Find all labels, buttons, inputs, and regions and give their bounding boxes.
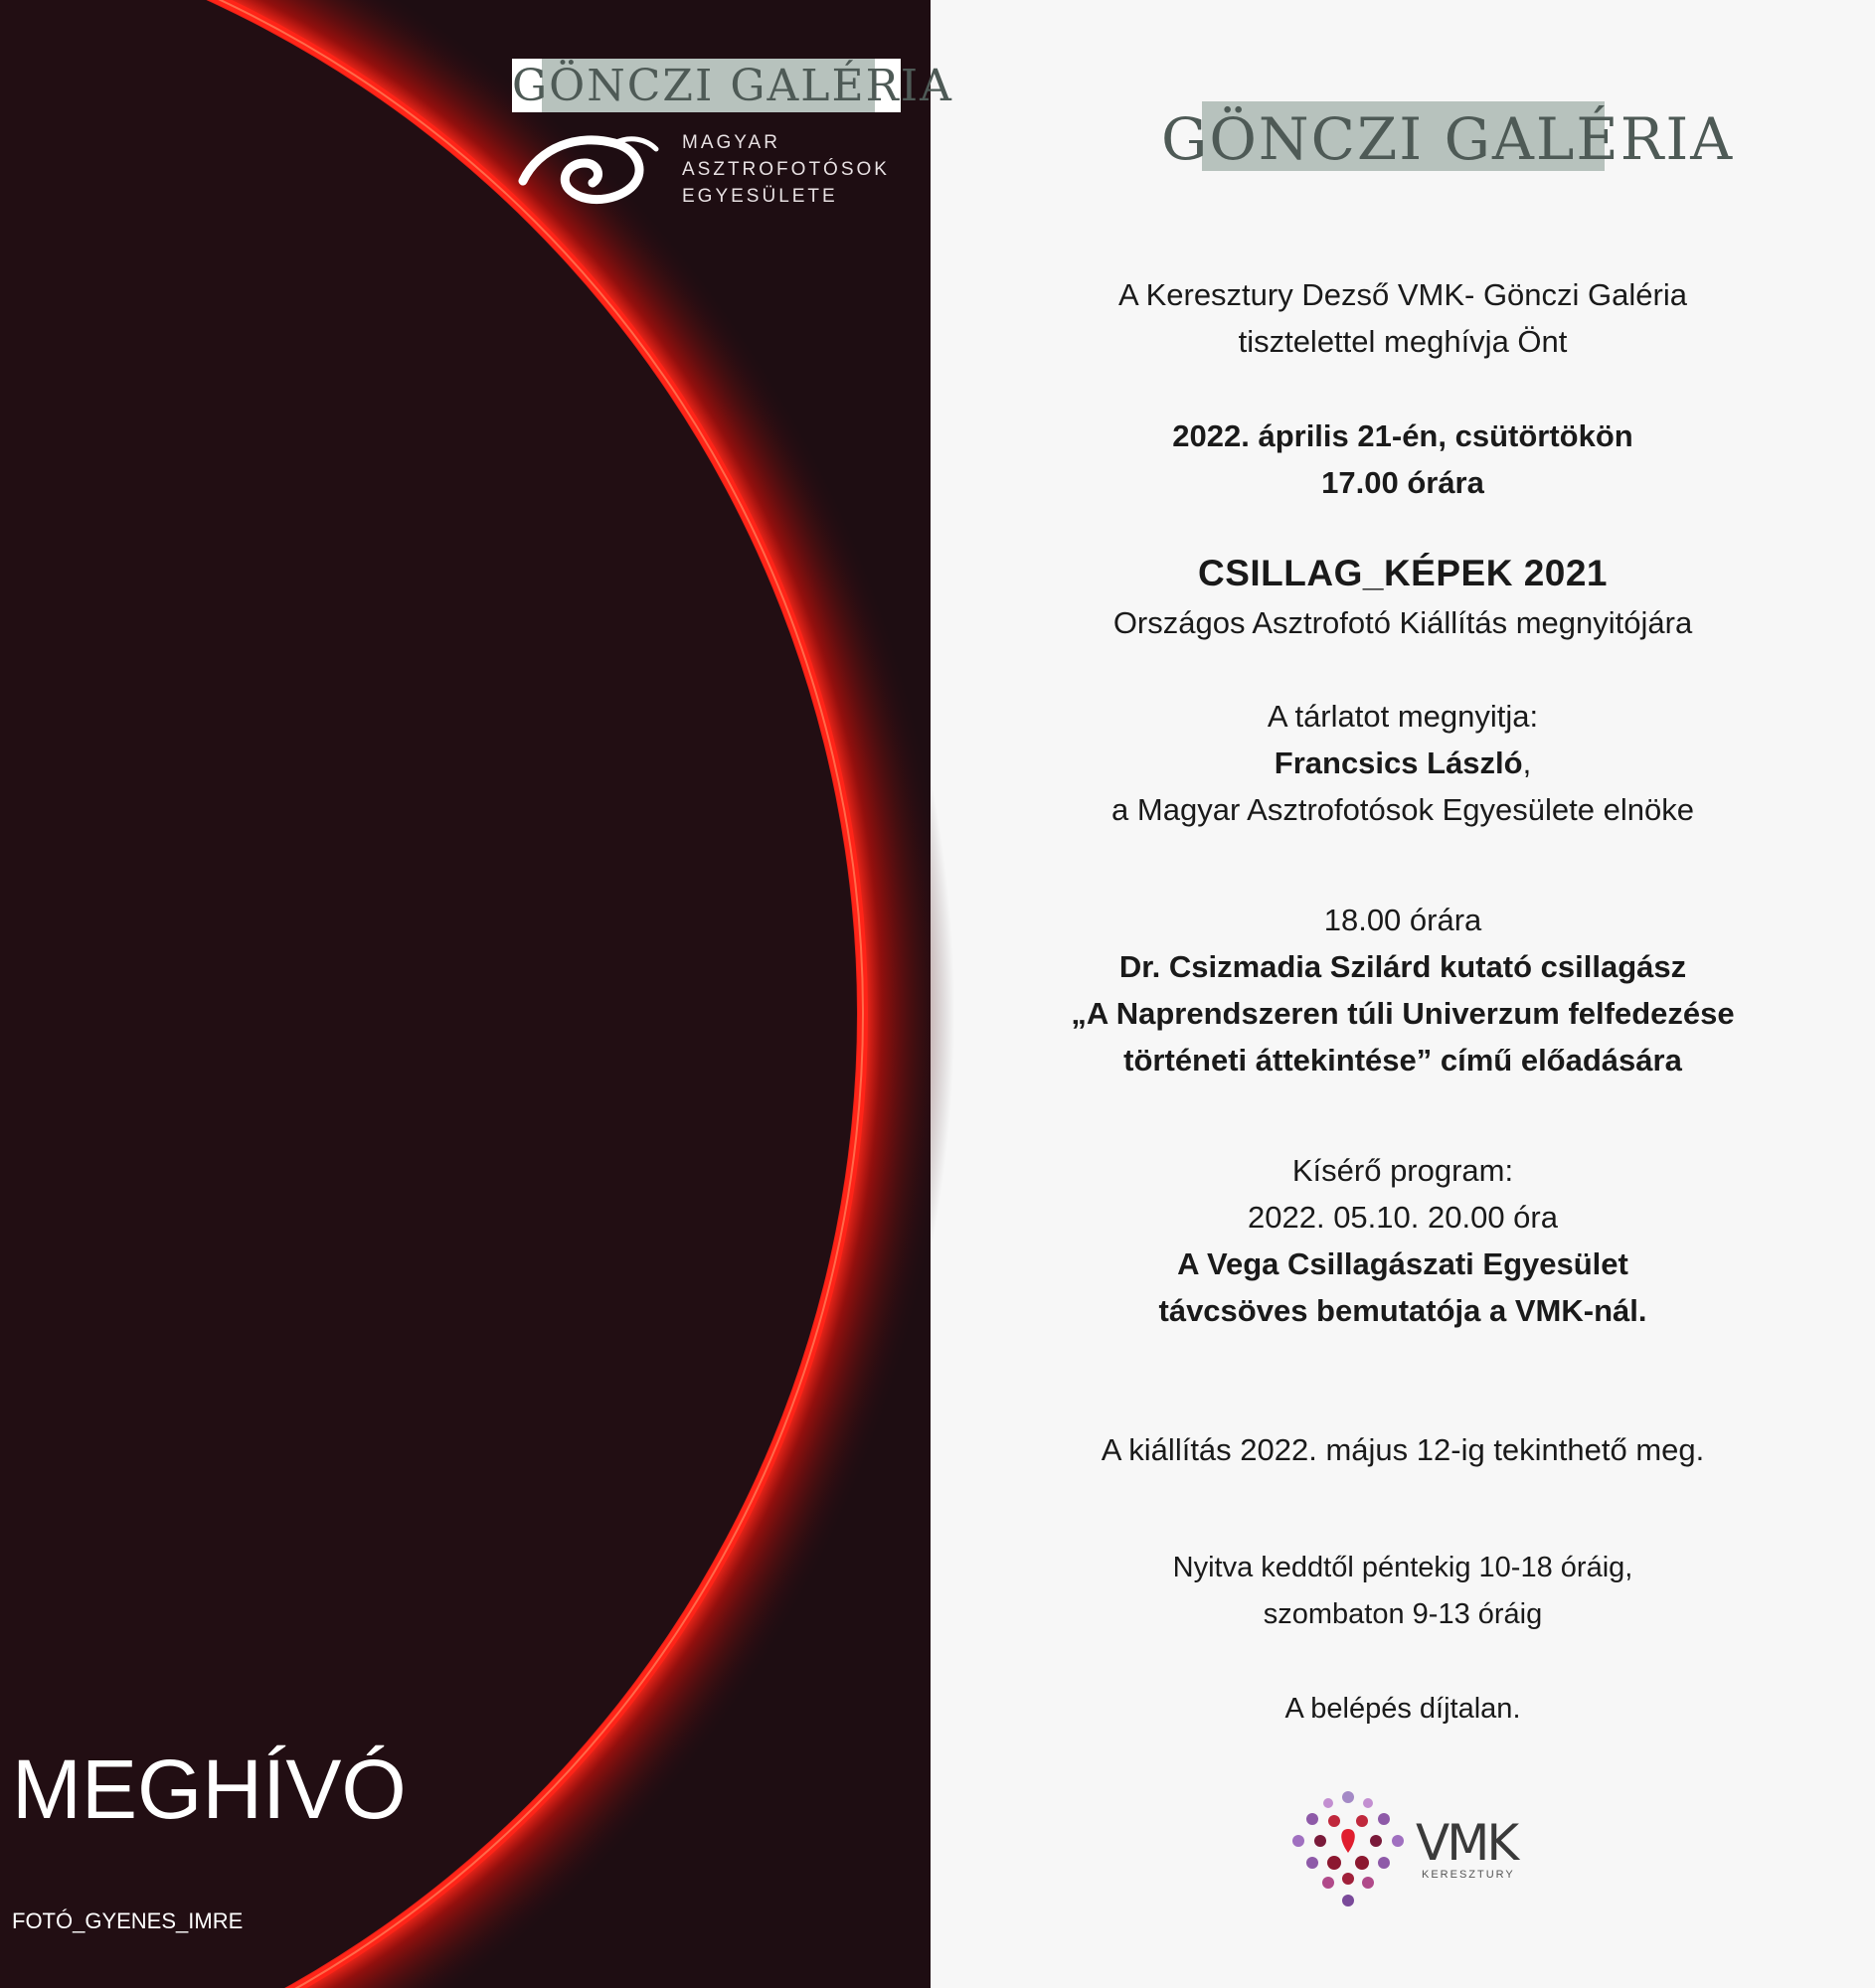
intro-line-1: A Keresztury Dezső VMK- Gönczi Galéria <box>1118 277 1687 312</box>
invitation-panel <box>931 0 1875 1988</box>
cover-title: MEGHÍVÓ <box>12 1742 407 1836</box>
lecture-title-2: történeti áttekintése” című előadására <box>1123 1043 1682 1077</box>
side-program-line-2: távcsöves bemutatója a VMK-nál. <box>1158 1293 1647 1328</box>
lecture-time: 18.00 órára <box>1323 903 1482 937</box>
opener-name-line <box>931 744 1875 783</box>
side-program-line-1: A Vega Csillagászati Egyesület <box>1177 1246 1628 1281</box>
opening-hours-1: Nyitva keddtől péntekig 10-18 óráig, <box>1172 1552 1633 1583</box>
photo-credit: FOTÓ_GYENES_IMRE <box>12 1908 244 1933</box>
opener-name-suffix: , <box>1522 746 1532 780</box>
vmk-logo-text: VMK <box>1416 1814 1517 1872</box>
event-date: 2022. április 21-én, csütörtökön <box>1172 418 1633 453</box>
admission: A belépés díjtalan. <box>1284 1693 1521 1725</box>
opener-name: Francsics László <box>1274 746 1523 780</box>
lecture-title-1: „A Naprendszeren túli Univerzum felfedezése <box>1071 996 1735 1031</box>
side-program-time: 2022. 05.10. 20.00 óra <box>1248 1200 1558 1235</box>
exhibition-subtitle: Országos Asztrofotó Kiállítás megnyitójára <box>1112 605 1693 640</box>
vmk-logo-subtitle: KERESZTURY <box>1422 1869 1515 1881</box>
intro-line-2: tisztelettel meghívja Önt <box>1238 324 1568 359</box>
lecturer: Dr. Csizmadia Szilárd kutató csillagász <box>1118 949 1687 984</box>
opener-label: A tárlatot megnyitja: <box>1267 699 1539 734</box>
event-time: 17.00 órára <box>1321 465 1484 500</box>
vmk-dots-icon <box>1288 1789 1408 1908</box>
opener-role: a Magyar Asztrofotósok Egyesülete elnöke <box>1111 792 1694 827</box>
eye-logo-icon <box>519 129 658 209</box>
exhibition-title: CSILLAG_KÉPEK 2021 <box>1197 553 1609 593</box>
association-name: MAGYAR ASZTROFOTÓSOK EGYESÜLETE <box>682 132 890 207</box>
exhibition-until: A kiállítás 2022. május 12-ig tekinthető meg. <box>1101 1432 1705 1467</box>
gallery-logo: GÖNCZI GALÉRIA <box>512 61 953 111</box>
opening-hours-2: szombaton 9-13 óráig <box>1263 1598 1543 1630</box>
gallery-logo-large: GÖNCZI GALÉRIA <box>1161 101 1652 173</box>
side-program-label: Kísérő program: <box>1291 1153 1514 1188</box>
